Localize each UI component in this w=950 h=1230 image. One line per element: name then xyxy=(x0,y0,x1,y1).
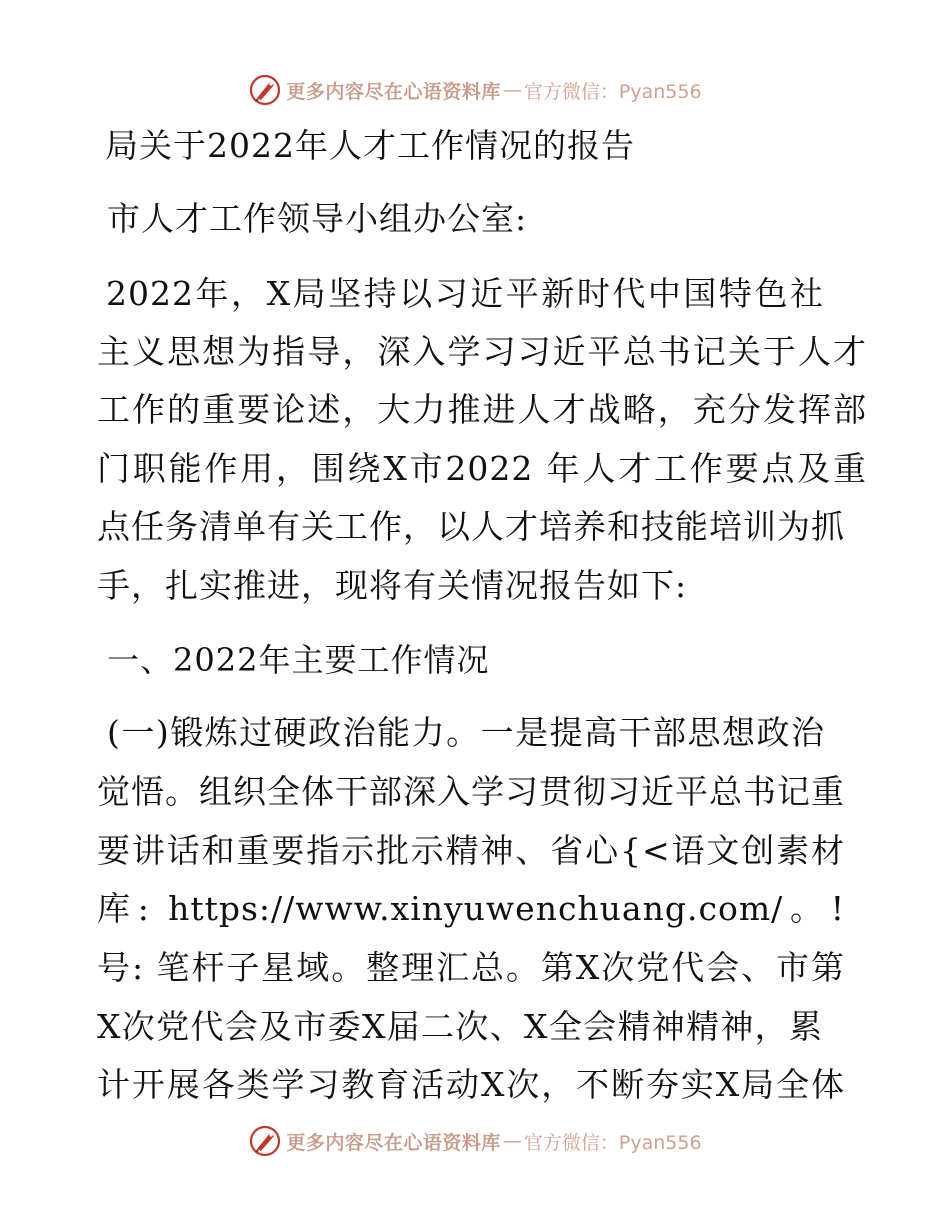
watermark-title: 更多内容尽在心语资料库 xyxy=(286,80,501,103)
intro-line-1: 2022年，X局坚持以习近平新时代中国特色社 xyxy=(106,274,824,313)
fountain-pen-logo-icon xyxy=(248,73,282,107)
watermark-dash: — xyxy=(502,1130,522,1152)
intro-line-5: 点任务清单有关工作，以人才培养和技能培训为抓 xyxy=(97,507,845,546)
watermark-footer xyxy=(0,1121,950,1161)
watermark-title: 更多内容尽在心语资料库 xyxy=(286,1131,501,1154)
section-line-1: (一)锻炼过硬政治能力。一是提高干部思想政治 xyxy=(107,713,825,752)
intro-line-6: 手，扎实推进，现将有关情况报告如下: xyxy=(97,566,688,605)
section-line-6: X次党代会及市委X届二次、X全会精神精神，累 xyxy=(97,1007,823,1046)
watermark-contact: 官方微信：Pyan556 xyxy=(523,80,702,103)
document-title: 局关于2022年人才工作情况的报告 xyxy=(105,126,635,165)
watermark-dash: — xyxy=(502,79,522,101)
section-line-2: 觉悟。组织全体干部深入学习贯彻习近平总书记重 xyxy=(97,772,845,811)
intro-line-4: 门职能作用，围绕X市2022 年人才工作要点及重 xyxy=(97,449,867,488)
watermark-header xyxy=(0,70,950,110)
intro-line-3: 工作的重要论述，大力推进人才战略，充分发挥部 xyxy=(97,390,867,429)
intro-line-2: 主义思想为指导，深入学习习近平总书记关于人才 xyxy=(97,332,867,371)
section-line-4: 库: https://www.xinyuwenchuang.com/。! xyxy=(97,889,845,928)
watermark-contact: 官方微信：Pyan556 xyxy=(523,1131,702,1154)
section-line-5: 号: 笔杆子星域。整理汇总。第X次党代会、市第 xyxy=(97,948,845,987)
salutation: 市人才工作领导小组办公室: xyxy=(107,199,528,238)
section-line-7: 计开展各类学习教育活动X次，不断夯实X局全体 xyxy=(97,1065,845,1104)
section-heading: 一、2022年主要工作情况 xyxy=(107,641,490,679)
section-line-3: 要讲话和重要指示批示精神、省心{<语文创素材 xyxy=(97,831,845,870)
fountain-pen-logo-icon xyxy=(248,1124,282,1158)
